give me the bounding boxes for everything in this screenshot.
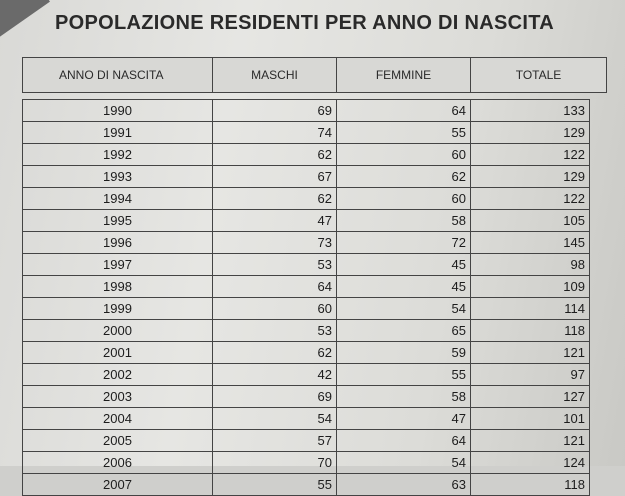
document-title: POPOLAZIONE RESIDENTI PER ANNO DI NASCITA [55, 12, 554, 34]
table-row [23, 210, 589, 232]
table-row [23, 276, 589, 298]
femmine-cell: 45 [337, 254, 471, 275]
femmine-cell: 59 [337, 342, 471, 363]
femmine-cell: 64 [337, 100, 471, 121]
table-row [23, 430, 589, 452]
table-row [23, 254, 589, 276]
header-anno-di-nascita: ANNO DI NASCITA [23, 58, 213, 92]
totale-cell: 124 [563, 455, 585, 470]
maschi-cell: 62 [213, 144, 337, 165]
table-header [22, 57, 607, 93]
maschi-cell: 54 [213, 408, 337, 429]
femmine-cell: 54 [337, 298, 471, 319]
totale-cell: 121 [563, 345, 585, 360]
table-row [23, 408, 589, 430]
totale-cell: 97 [570, 367, 585, 382]
totale-cell: 121 [563, 433, 585, 448]
totale-cell: 109 [563, 279, 585, 294]
header-femmine: FEMMINE [337, 58, 471, 92]
year-cell: 1999 [23, 298, 213, 319]
table-row [23, 100, 589, 122]
maschi-cell: 67 [213, 166, 337, 187]
year-cell: 1995 [23, 210, 213, 231]
year-cell: 1991 [23, 122, 213, 143]
totale-cell: 129 [563, 169, 585, 184]
year-cell: 1996 [23, 232, 213, 253]
maschi-cell: 69 [213, 386, 337, 407]
totale-cell: 105 [563, 213, 585, 228]
table-row [23, 386, 589, 408]
year-cell: 2002 [23, 364, 213, 385]
totale-cell: 118 [564, 323, 585, 338]
table-row [23, 122, 589, 144]
table-row [23, 298, 589, 320]
table-row [23, 144, 589, 166]
femmine-cell: 60 [337, 188, 471, 209]
totale-cell: 122 [563, 147, 585, 162]
year-cell: 2000 [23, 320, 213, 341]
maschi-cell: 62 [213, 188, 337, 209]
maschi-cell: 70 [213, 452, 337, 473]
maschi-cell: 69 [213, 100, 337, 121]
header-maschi: MASCHI [213, 58, 337, 92]
maschi-cell: 74 [213, 122, 337, 143]
maschi-cell: 53 [213, 254, 337, 275]
table-row [23, 188, 589, 210]
year-cell: 2005 [23, 430, 213, 451]
totale-cell: 118 [564, 477, 585, 492]
maschi-cell: 47 [213, 210, 337, 231]
table-row [23, 474, 589, 496]
femmine-cell: 55 [337, 364, 471, 385]
year-cell: 2007 [23, 474, 213, 495]
totale-cell: 98 [570, 257, 585, 272]
femmine-cell: 64 [337, 430, 471, 451]
year-cell: 2003 [23, 386, 213, 407]
totale-cell: 129 [563, 125, 585, 140]
femmine-cell: 58 [337, 210, 471, 231]
data-table [22, 99, 590, 496]
year-cell: 1994 [23, 188, 213, 209]
maschi-cell: 53 [213, 320, 337, 341]
maschi-cell: 55 [213, 474, 337, 495]
table-row [23, 232, 589, 254]
femmine-cell: 63 [337, 474, 471, 495]
femmine-cell: 45 [337, 276, 471, 297]
totale-cell: 122 [563, 191, 585, 206]
femmine-cell: 58 [337, 386, 471, 407]
totale-cell: 101 [563, 411, 585, 426]
femmine-cell: 55 [337, 122, 471, 143]
table-row [23, 364, 589, 386]
table-row [23, 342, 589, 364]
page-corner-shadow [0, 0, 50, 48]
table-row [23, 452, 589, 474]
femmine-cell: 65 [337, 320, 471, 341]
year-cell: 1997 [23, 254, 213, 275]
year-cell: 1990 [23, 100, 213, 121]
femmine-cell: 54 [337, 452, 471, 473]
year-cell: 1993 [23, 166, 213, 187]
maschi-cell: 64 [213, 276, 337, 297]
femmine-cell: 62 [337, 166, 471, 187]
maschi-cell: 57 [213, 430, 337, 451]
totale-cell: 133 [563, 103, 585, 118]
femmine-cell: 47 [337, 408, 471, 429]
year-cell: 2006 [23, 452, 213, 473]
maschi-cell: 60 [213, 298, 337, 319]
totale-cell: 127 [563, 389, 585, 404]
year-cell: 2004 [23, 408, 213, 429]
year-cell: 1992 [23, 144, 213, 165]
femmine-cell: 60 [337, 144, 471, 165]
maschi-cell: 73 [213, 232, 337, 253]
totale-cell: 145 [563, 235, 585, 250]
table-row [23, 166, 589, 188]
header-totale: TOTALE [515, 68, 562, 82]
year-cell: 2001 [23, 342, 213, 363]
table-row [23, 320, 589, 342]
femmine-cell: 72 [337, 232, 471, 253]
totale-cell: 114 [564, 301, 585, 316]
year-cell: 1998 [23, 276, 213, 297]
maschi-cell: 42 [213, 364, 337, 385]
maschi-cell: 62 [213, 342, 337, 363]
